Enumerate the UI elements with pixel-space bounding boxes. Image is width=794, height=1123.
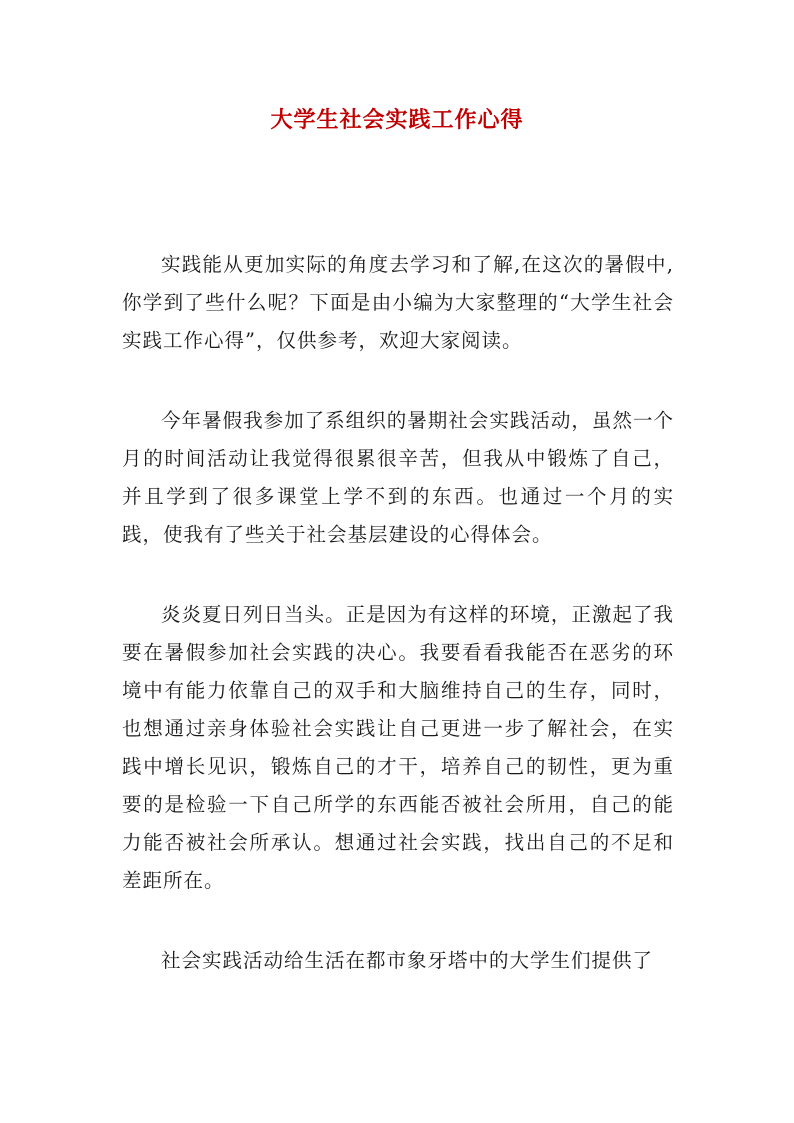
paragraph-2: 今年暑假我参加了系组织的暑期社会实践活动，虽然一个月的时间活动让我觉得很累很辛苦，但我从中锻炼了自己，并且学到了很多课堂上学不到的东西。也通过一个月的实践，使我有了些关于社会基层建设的心得体会。	[122, 409, 674, 546]
paragraph-3: 炎炎夏日列日当头。正是因为有这样的环境，正激起了我要在暑假参加社会实践的决心。我要看看我能否在恶劣的环境中有能力依靠自己的双手和大脑维持自己的生存，同时，也想通过亲身体验社会实践让自己更进一步了解社会，在实践中增长见识，锻炼自己的才干，培养自己的韧性，更为重要的是检验一下自己所学的东西能否被社会所用，自己的能力能否被社会所承认。想通过社会实践，找出自己的不足和差距所在。	[122, 603, 674, 892]
paragraph-intro: 实践能从更加实际的角度去学习和了解,在这次的暑假中,你学到了些什么呢？下面是由小编为大家整理的“大学生社会实践工作心得”，仅供参考，欢迎大家阅读。	[122, 253, 674, 352]
paragraph-4: 社会实践活动给生活在都市象牙塔中的大学生们提供了	[161, 949, 654, 972]
document-body	[122, 246, 674, 980]
document-title: 大学生社会实践工作心得	[270, 107, 524, 133]
